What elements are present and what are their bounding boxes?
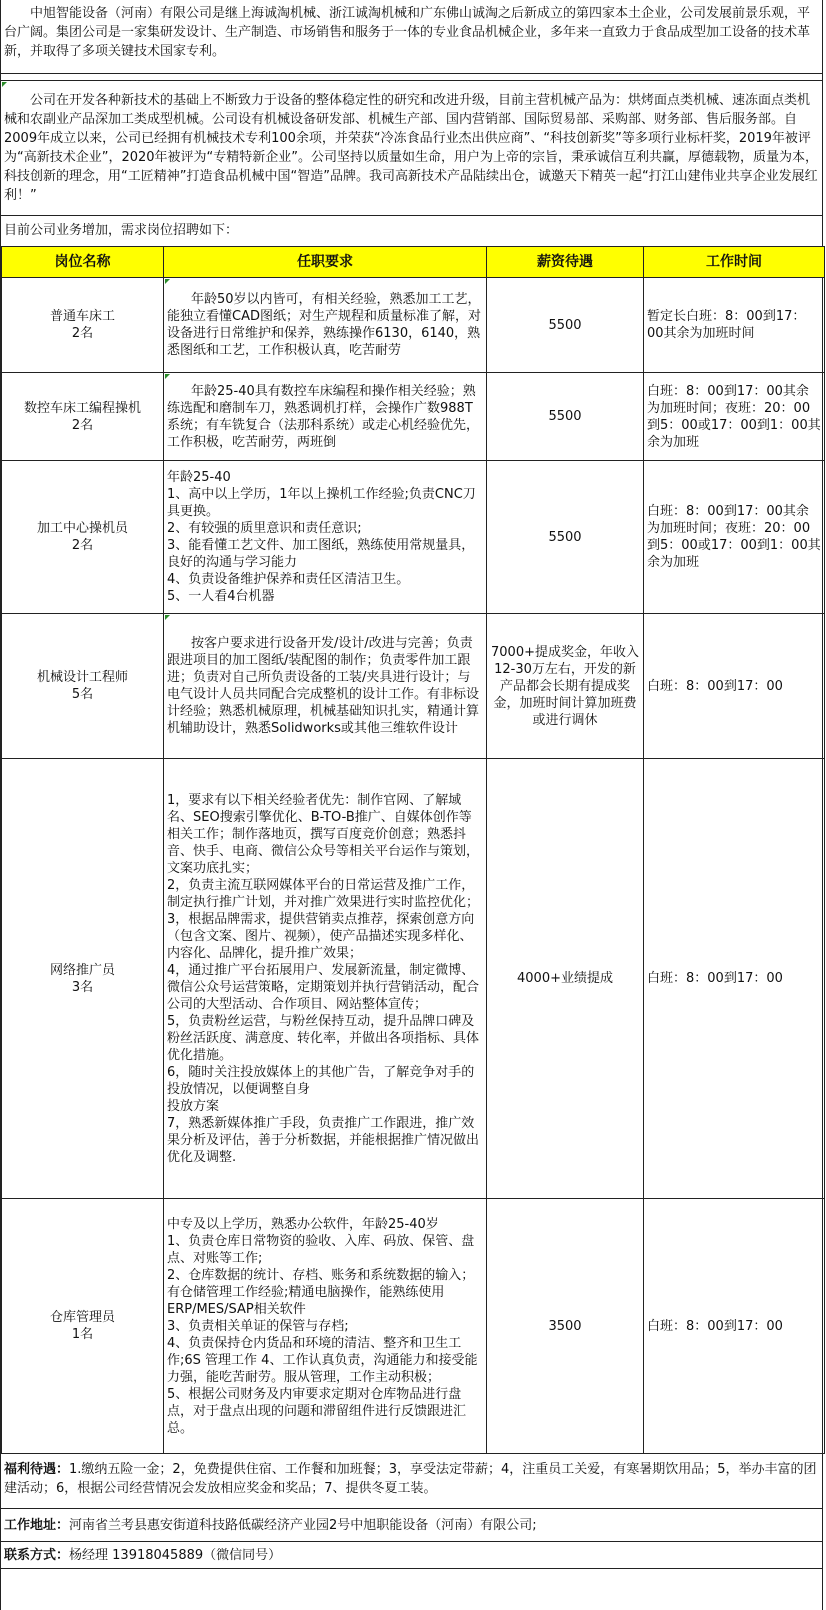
hours-cell: 白班：8：00到17：00其余为加班时间；夜班：20：00到5：00或17：00到1：00其余为加班 bbox=[644, 461, 825, 614]
position-cell bbox=[2, 614, 164, 759]
position-cell bbox=[2, 759, 164, 1199]
salary-cell: 7000+提成奖金，年收入12-30万左右，开发的新产品都会长期有提成奖金，加班时间计算加班费或进行调休 bbox=[487, 614, 644, 759]
comment-marker-icon bbox=[165, 374, 170, 379]
salary-cell: 5500 bbox=[487, 278, 644, 373]
table-row bbox=[2, 614, 825, 759]
table-row bbox=[2, 278, 825, 373]
requirement-line: 年龄25-40 bbox=[167, 470, 231, 485]
comment-marker-icon bbox=[165, 279, 170, 284]
benefits-section bbox=[1, 1454, 822, 1509]
address-label: 工作地址： bbox=[4, 1518, 70, 1533]
hours-cell: 白班：8：00到17：00其余为加班时间；夜班：20：00到5：00或17：00到1：00其余为加班 bbox=[644, 373, 825, 461]
requirement-line: 7，熟悉新媒体推广手段，负责推广工作跟进，推广效果分析及评估，善于分析数据，并能根据推广情况做出优化及调整. bbox=[167, 1115, 480, 1165]
position-count: 2名 bbox=[71, 417, 94, 433]
requirement-line: 1、负责仓库日常物资的验收、入库、码放、保管、盘点、对账等工作; bbox=[167, 1233, 475, 1266]
position-count: 2名 bbox=[71, 538, 94, 553]
requirement-line: 5、根据公司财务及内审要求定期对仓库物品进行盘点，对于盘点出现的问题和滞留组件进行反馈跟进汇总。 bbox=[167, 1386, 467, 1436]
position-name: 机械设计工程师 bbox=[36, 670, 128, 685]
company-business-paragraph bbox=[1, 81, 822, 216]
hours-cell: 白班：8：00到17：00 bbox=[644, 1199, 825, 1454]
spacer-row bbox=[1, 74, 822, 81]
requirements-cell bbox=[164, 759, 487, 1199]
position-cell bbox=[2, 373, 164, 461]
table-row bbox=[2, 461, 825, 614]
requirement-line: 2、仓库数据的统计、存档、账务和系统数据的输入；有仓储管理工作经验;精通电脑操作，能熟练使用ERP/MES/SAP相关软件 bbox=[167, 1267, 475, 1317]
table-row bbox=[2, 1199, 825, 1454]
contact-section bbox=[1, 1542, 822, 1569]
requirement-line: 5、一人看4台机器 bbox=[167, 589, 275, 604]
requirement-line: 按客户要求进行设备开发/设计/改进与完善；负责跟进项目的加工图纸/装配图的制作；负责零件加工跟进；负责对自己所负责设备的工装/夹具进行设计；与电气设计人员共同配合完成整机的设计工作。有非标设计经验；熟悉机械原理，机械基础知识扎实，精通计算机辅助设计，熟悉Solidworks或其他三维软件设计 bbox=[167, 636, 480, 736]
requirements-cell bbox=[164, 1199, 487, 1454]
salary-cell: 5500 bbox=[487, 373, 644, 461]
header-requirements: 任职要求 bbox=[164, 247, 487, 278]
requirement-line: 3，根据品牌需求，提供营销卖点推荐，探索创意方向（包含文案、图片、视频），使产品描述实现多样化、内容化、品牌化，提升推广效果； bbox=[167, 911, 475, 961]
requirement-line: 4、负责保持仓内货品和环境的清洁、整齐和卫生工作;6S 管理工作 4、工作认真负责，沟通能力和接受能力强，能吃苦耐劳。服从管理，工作主动积极； bbox=[167, 1335, 478, 1385]
requirements-cell bbox=[164, 614, 487, 759]
position-cell bbox=[2, 461, 164, 614]
position-name: 网络推广员 bbox=[49, 962, 115, 978]
comment-marker-icon bbox=[165, 615, 170, 620]
requirement-line: 5，负责粉丝运营，与粉丝保持互动，提升品牌口碑及粉丝活跃度、满意度、转化率，并做出各项指标、具体优化措施。 bbox=[167, 1013, 480, 1063]
requirement-line: 3、能看懂工艺文件、加工图纸，熟练使用常规量具，良好的沟通与学习能力 bbox=[167, 538, 475, 570]
intro-text-1: 中旭智能设备（河南）有限公司是继上海诚淘机械、浙江诚淘机械和广东佛山诚淘之后新成立的第四家本土企业，公司发展前景乐观，平台广阔。集团公司是一家集研发设计、生产制造、市场销售和服务于一体的专业食品机械企业，多年来一直致力于食品成型加工设备的技术革新，并取得了多项关键技术国家专利。 bbox=[4, 6, 811, 59]
requirement-line: 年龄25-40具有数控车床编程和操作相关经验；熟练选配和磨制车刀，熟悉调机打样，会操作广数988T系统；有车铣复合（法那科系统）或走心机经验优先，工作积极，吃苦耐劳，两班倒 bbox=[167, 383, 480, 450]
requirements-cell bbox=[164, 461, 487, 614]
requirement-line: 4、负责设备维护保养和责任区清洁卫生。 bbox=[167, 572, 410, 587]
requirement-line: 4，通过推广平台拓展用户、发展新流量，制定微博、微信公众号运营策略，定期策划并执行营销活动，配合公司的大型活动、合作项目、网站整体宣传； bbox=[167, 962, 480, 1012]
position-name: 数控车床工编程操机 bbox=[23, 400, 141, 416]
benefits-text: 1.缴纳五险一金；2，免费提供住宿、工作餐和加班餐；3，享受法定带薪；4，注重员工关爱，有寒暑期饮用品；5，举办丰富的团建活动；6，根据公司经营情况会发放相应奖金和奖品；7、提供冬夏工装。 bbox=[4, 1462, 817, 1496]
position-count: 2名 bbox=[71, 326, 94, 341]
table-row bbox=[2, 373, 825, 461]
salary-cell: 3500 bbox=[487, 1199, 644, 1454]
requirement-line: 2，负责主流互联网媒体平台的日常运营及推广工作，制定执行推广计划，并对推广效果进行实时监控优化； bbox=[167, 877, 480, 910]
job-table-header bbox=[2, 247, 825, 278]
position-cell bbox=[2, 278, 164, 373]
position-name: 加工中心操机员 bbox=[36, 521, 128, 536]
requirement-line: 6，随时关注投放媒体上的其他广告，了解竞争对手的投放情况，以便调整自身 bbox=[167, 1064, 475, 1097]
company-intro-paragraph bbox=[1, 0, 822, 74]
requirement-line: 2、有较强的质里意识和责任意识; bbox=[167, 521, 362, 536]
comment-marker-icon bbox=[2, 82, 7, 87]
header-position: 岗位名称 bbox=[2, 247, 164, 278]
hours-cell: 暂定长白班：8：00到17：00其余为加班时间 bbox=[644, 278, 825, 373]
requirement-line: 中专及以上学历，熟悉办公软件，年龄25-40岁 bbox=[167, 1216, 439, 1232]
recruit-intro-text: 目前公司业务增加，需求岗位招聘如下： bbox=[4, 223, 239, 238]
salary-cell: 4000+业绩提成 bbox=[487, 759, 644, 1199]
contact-label: 联系方式： bbox=[4, 1548, 70, 1563]
address-text: 河南省兰考县惠安街道科技路低碳经济产业园2号中旭职能设备（河南）有限公司; bbox=[69, 1518, 537, 1533]
requirement-line: 1，要求有以下相关经验者优先：制作官网、了解域名、SEO搜索引擎优化、B-TO-B推广、自媒体创作等相关工作；制作落地页，撰写百度竞价创意；熟悉抖音、快手、电商、微信公众号等相关平台运作与策划，文案功底扎实； bbox=[167, 792, 480, 876]
benefits-label: 福利待遇： bbox=[4, 1462, 70, 1477]
requirement-line: 1、高中以上学历，1年以上操机工作经验;负责CNC刀具更换。 bbox=[167, 487, 476, 519]
requirement-line: 投放方案 bbox=[167, 1098, 220, 1114]
recruit-intro bbox=[1, 216, 822, 246]
header-hours: 工作时间 bbox=[644, 247, 825, 278]
hours-cell: 白班：8：00到17：00 bbox=[644, 759, 825, 1199]
position-cell bbox=[2, 1199, 164, 1454]
position-count: 3名 bbox=[71, 979, 94, 995]
requirement-line: 年龄50岁以内皆可，有相关经验，熟悉加工工艺，能独立看懂CAD图纸；对生产规程和质量标准了解，对设备进行日常维护和保养，熟练操作6130，6140，熟悉图纸和工艺，工作积极认真，吃苦耐劳 bbox=[167, 292, 481, 358]
position-name: 普通车床工 bbox=[49, 309, 115, 324]
hours-cell: 白班：8：00到17：00 bbox=[644, 614, 825, 759]
requirement-line: 3、负责相关单证的保管与存档; bbox=[167, 1318, 349, 1334]
address-section bbox=[1, 1509, 822, 1542]
contact-text: 杨经理 13918045889（微信同号） bbox=[69, 1548, 282, 1563]
position-name: 仓库管理员 bbox=[49, 1310, 115, 1325]
job-table bbox=[1, 246, 825, 1454]
salary-cell: 5500 bbox=[487, 461, 644, 614]
requirements-cell bbox=[164, 278, 487, 373]
position-count: 5名 bbox=[71, 687, 94, 702]
requirements-cell bbox=[164, 373, 487, 461]
position-count: 1名 bbox=[71, 1327, 94, 1342]
header-salary: 薪资待遇 bbox=[487, 247, 644, 278]
table-row bbox=[2, 759, 825, 1199]
intro-text-2: 公司在开发各种新技术的基础上不断致力于设备的整体稳定性的研究和改进升级，目前主营机械产品为：烘烤面点类机械、速冻面点类机械和农副业产品深加工类成型机械。公司设有机械设备研发部、机械生产部、国内营销部、国际贸易部、采购部、财务部、售后服务部。自2009年成立以来，公司已经拥有机械技术专利100余项，并荣获“冷冻食品行业杰出供应商”、“科技创新奖”等多项行业标杆奖，2019年被评为“高新技术企业”，2020年被评为“专精特新企业”。公司坚持以质量如生命，用户为上帝的宗旨，秉承诚信互利共赢，厚德载物，质量为本，科技创新的理念，用“工匠精神”打造食品机械中国“智造”品牌。我司高新技术产品陆续出仓，诚邀天下精英一起“打江山建伟业共享企业发展红利！” bbox=[4, 93, 819, 203]
